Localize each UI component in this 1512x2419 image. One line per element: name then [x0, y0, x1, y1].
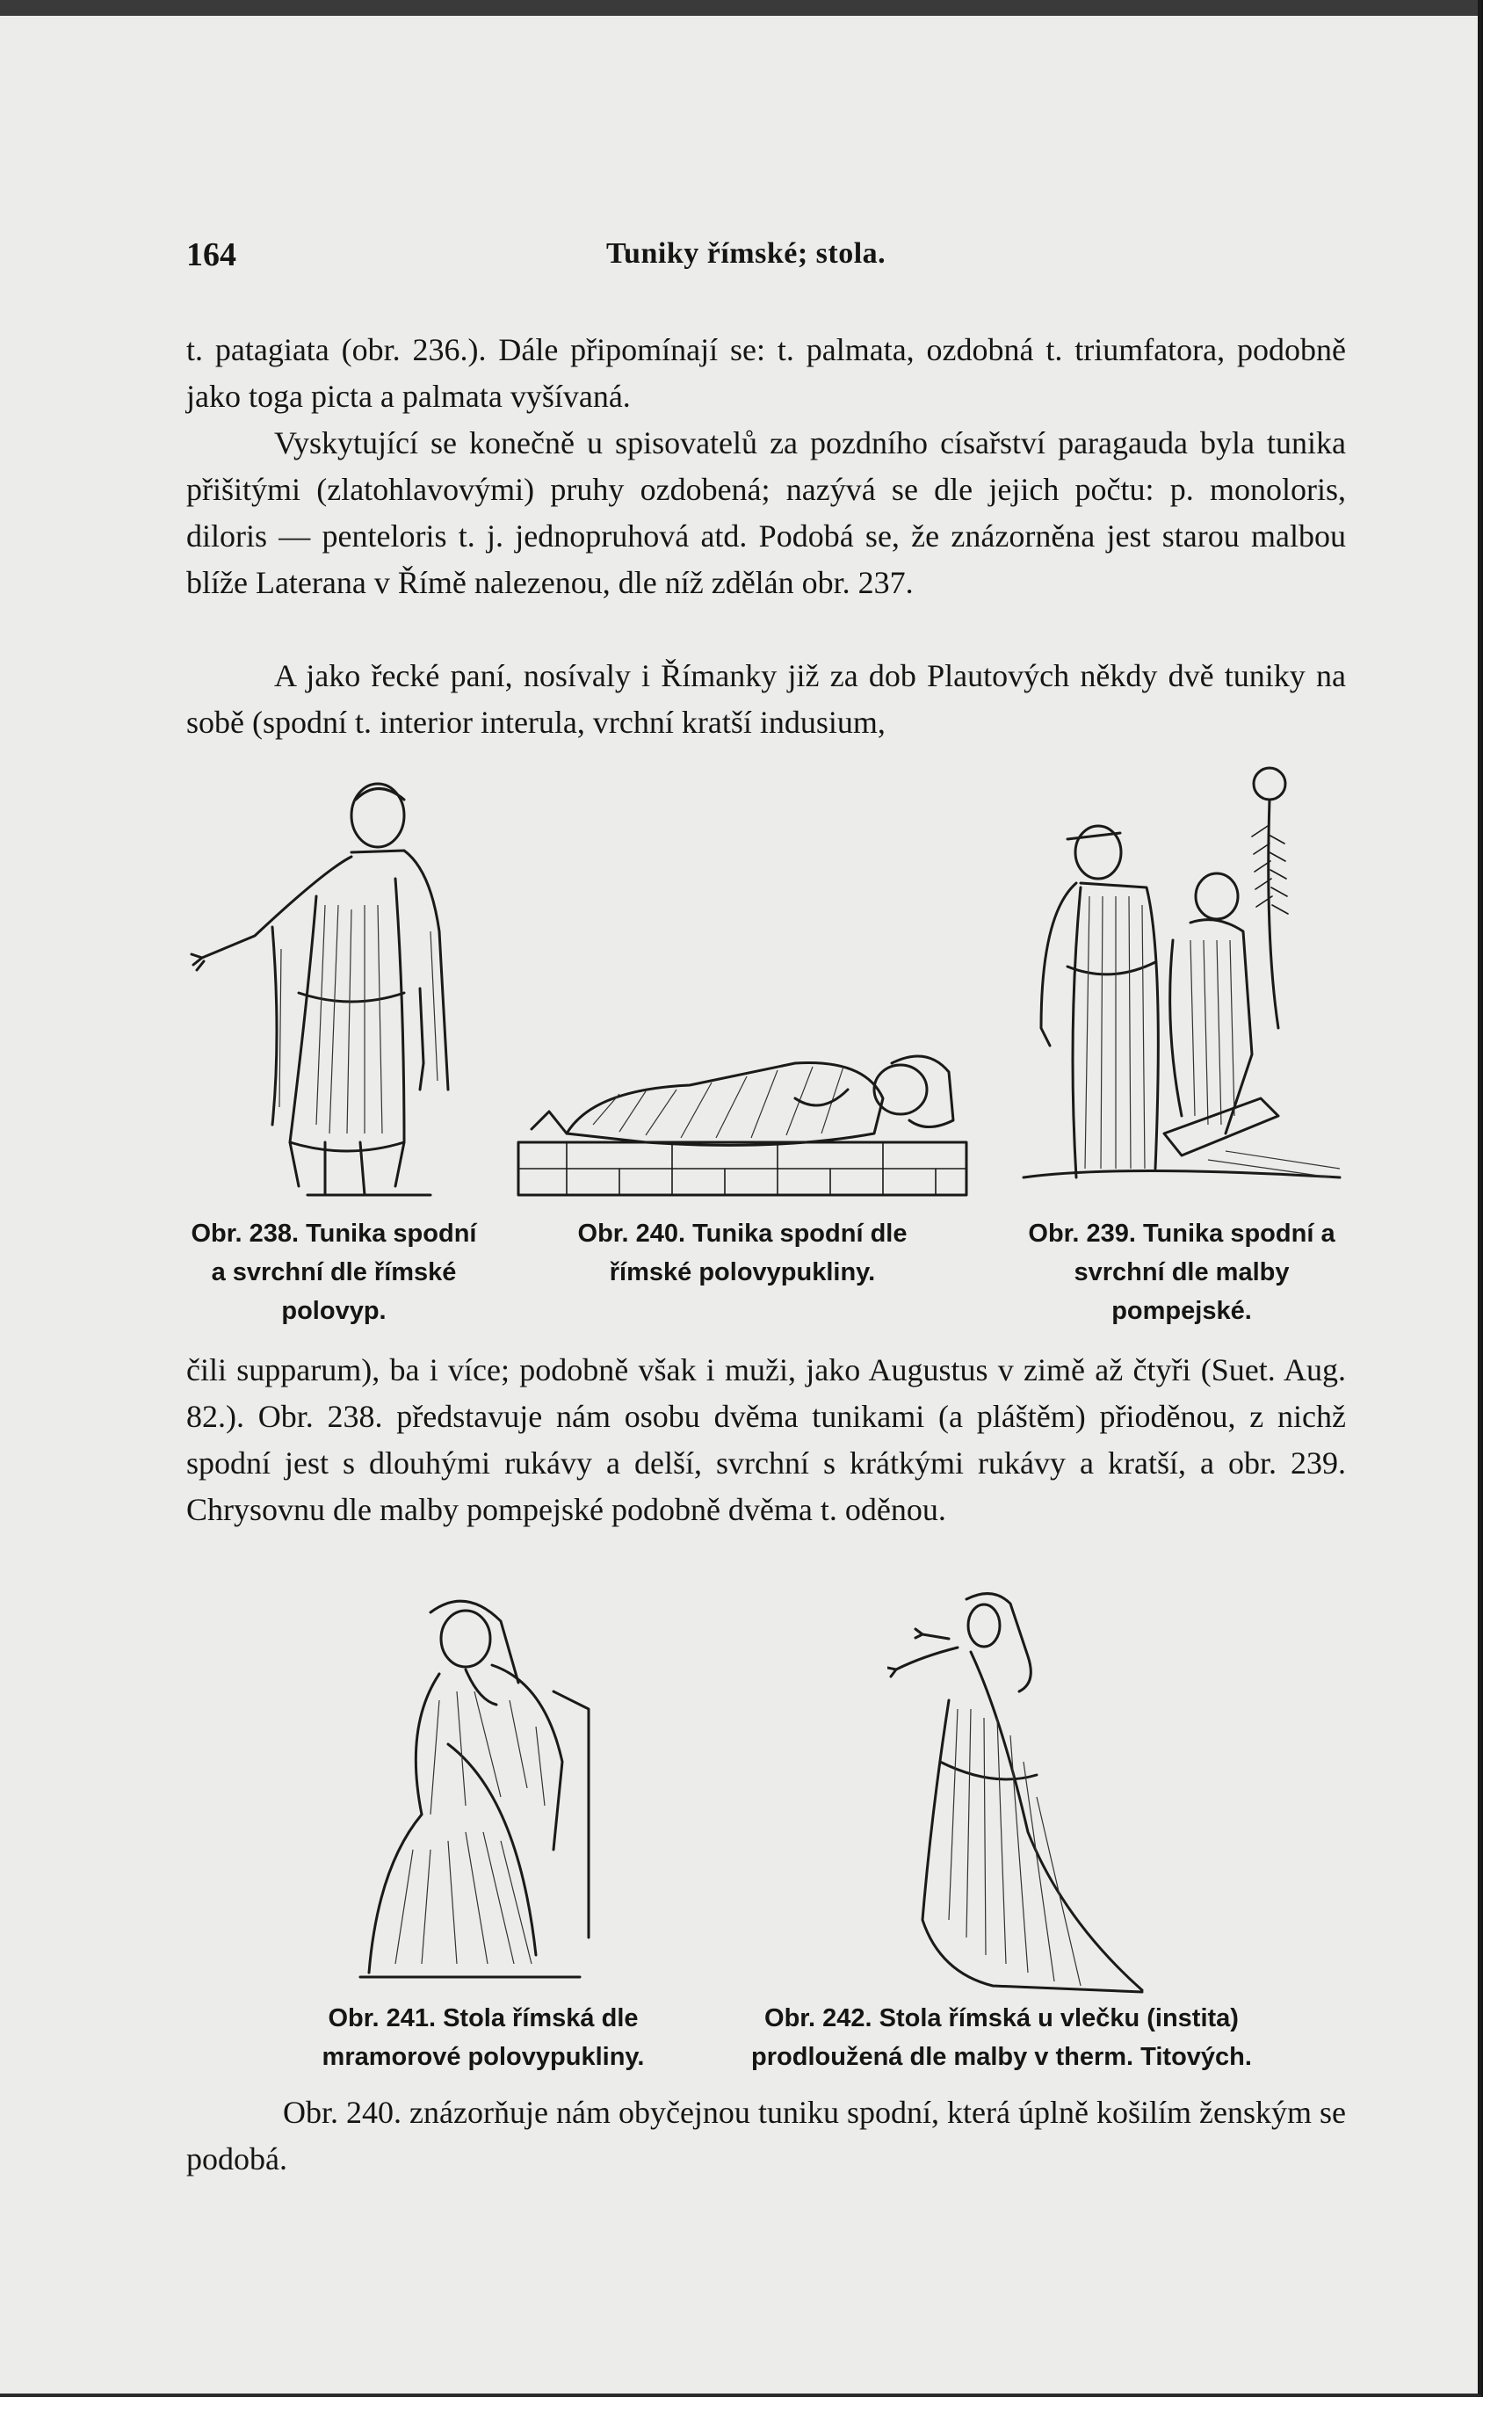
figure-241-illustration — [334, 1586, 633, 1986]
figure-242-illustration — [887, 1586, 1151, 2003]
figure-238-caption: Obr. 238. Tunika spodní a svrchní dle římské polovyp. — [191, 1220, 477, 1325]
figure-238-illustration — [184, 773, 466, 1204]
figure-240-illustration — [514, 1037, 971, 1199]
figure-239-illustration — [1015, 764, 1349, 1204]
page-number: 164 — [186, 236, 236, 273]
paragraph-1: t. patagiata (obr. 236.). Dále připomínají se: t. palmata, ozdobná t. triumfatora, podobně jako toga picta a palmata vyšívaná. — [186, 332, 1346, 414]
running-head: Tuniky římské; stola. — [606, 237, 886, 270]
paragraph-2: Vyskytující se konečně u spisovatelů za pozdního císařství paragauda byla tunika přišitými (zlatohlavovými) pruhy ozdobená; nazývá se dle jejich počtu: p. monoloris, diloris — penteloris t. j. jednopruhová atd. Podobá se, že znázorněna jest starou malbou blíže Laterana v Římě nalezenou, dle níž zdělán obr. 237. — [186, 425, 1346, 600]
figure-242-caption: Obr. 242. Stola římská u vlečku (instita) prodloužená dle malby v therm. Titových. — [751, 2004, 1252, 2071]
paragraph-4: čili supparum), ba i více; podobně však i muži, jako Augustus v zimě až čtyři (Suet. Aug. 82.). Obr. 238. představuje nám osobu dvěma tunikami (a pláštěm) přioděnou, z nichž spodní jest s dlouhými rukávy a delší, svrchní s krátkými rukávy a kratší, a obr. 239. Chrysovnu dle malby pompejské podobně dvěma t. oděnou. — [186, 1352, 1346, 1527]
paragraph-5: Obr. 240. znázorňuje nám obyčejnou tuniku spodní, která úplně košilím ženským se podobá. — [186, 2095, 1346, 2176]
figure-240-caption: Obr. 240. Tunika spodní dle římské polovypukliny. — [577, 1220, 908, 1286]
paragraph-3: A jako řecké paní, nosívaly i Římanky již za dob Plautových někdy dvě tuniky na sobě (spodní t. interior interula, vrchní kratší indusium, — [186, 658, 1346, 740]
figure-241-caption: Obr. 241. Stola římská dle mramorové polovypukliny. — [322, 2004, 645, 2071]
figure-239-caption: Obr. 239. Tunika spodní a svrchní dle malby pompejské. — [1028, 1220, 1335, 1325]
